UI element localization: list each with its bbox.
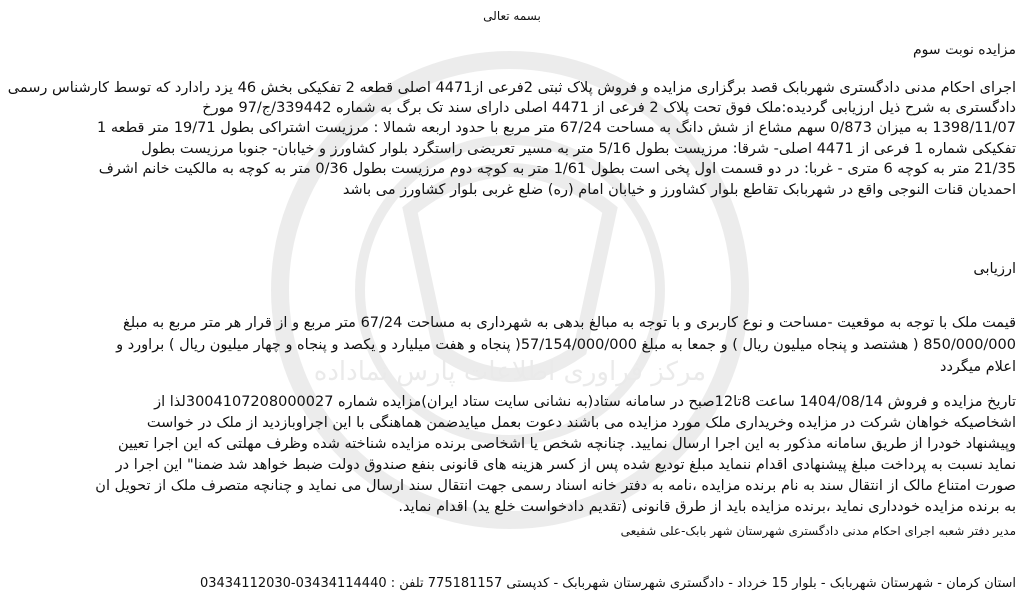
signature-line: مدیر دفتر شعبه اجرای احکام مدنی دادگستری شهرستان شهر بابک-علی شفیعی [620,524,1016,538]
intro-line-3: 1398/11/07 به میزان 0/873 سهم مشاع از شش دانگ به مساحت 67/24 متر مربع با حدود اربعه شمالا : مرزیست اشتراکی بطول 19/71 متر قطعه 1 [97,120,1016,136]
intro-line-5: 21/35 متر به کوچه 6 متری - غربا: در دو قسمت اول پخی است بطول 1/61 متر به کوچه دوم مرزیست بطول 0/36 متر به کوچه به مالکیت خانم اشرف [98,161,1016,177]
auction-line-6: به برنده مزایده خودداری نماید ،برنده مزایده باید از طرق قانونی (تقدیم دادخواست خلع ید) اقدام نماید. [398,499,1016,515]
auction-line-1: تاریخ مزایده و فروش 1404/08/14 ساعت 8تا12صبح در سامانه ستاد(به نشانی سایت ستاد ایران)مزایده شماره 3004107208000027لذا از [154,394,1016,410]
intro-line-4: تفکیکی شماره 1 فرعی از 4471 اصلی- شرقا: مرزیست بطول 5/16 متر به مسیر تعریضی راستگرد بلوار کشاورز و خیابان- جنوبا مرزیست بطول [141,141,1016,157]
intro-line-2: دادگستری به شرح ذیل ارزیابی گردیده:ملک فوق تحت پلاک 2 فرعی از 4471 اصلی دارای سند تک برگ به شماره 339442/ج/97 مورخ [202,100,1016,116]
auction-line-2: اشخاصیکه خواهان شرکت در مزایده وخریداری ملک مورد مزایده می باشند دعوت بعمل میایدضمن هماهنگی با این اجراوبازدید از ملک در خواست [146,415,1016,431]
document-title: مزایده نوبت سوم [913,42,1016,58]
valuation-line-3: اعلام میگردد [940,359,1016,375]
footer-address: استان کرمان - شهرستان شهربابک - بلوار 15 خرداد - دادگستری شهرستان شهربابک - کدپستی 775181157 تلفن : 03434114440-03434112030 [199,576,1016,591]
valuation-line-2: 850/000/000 ( هشتصد و پنجاه میلیون ریال ) و جمعا به مبلغ 57/154/000/000( پنجاه و هفت میلیارد و یکصد و پنجاه و چهار میلیون ریال ) براورد و [116,337,1016,353]
intro-line-1: اجرای احکام مدنی دادگستری شهربابک قصد برگزاری مزایده و فروش پلاک ثبتی 2فرعی از4471 اصلی قطعه 2 تفکیکی بخش 46 یزد رادارد که توسط کارشناس رسمی [7,80,1016,96]
auction-line-4: نماید نسبت به پرداخت مبلغ پیشنهادی اقدام ننماید مبلغ تودیع شده پس از کسر هزینه های قانونی بنفع صندوق دولت ضبط خواهد شد ضمنا" این اجرا در [115,457,1016,473]
valuation-line-1: قیمت ملک با توجه به موقعیت -مساحت و نوع کاربری و با توجه به مبالغ بدهی به شهرداری به مساحت 67/24 متر مربع و از قرار هر متر مربع به مبلغ [123,315,1016,331]
auction-line-5: صورت امتناع مالک از انتقال سند به نام برنده مزایده ،نامه به دفتر خانه اسناد رسمی جهت انتقال سند ارسال می نماید و چنانچه متصرف ملک از تحویل ان [95,478,1016,494]
basmala-heading: بسمه تعالی [483,9,541,23]
watermark-text: مرکز فراوری اطلاعات پارس نماداده [313,357,707,387]
auction-line-3: وپیشنهاد خودرا از طریق سامانه مذکور به این اجرا ارسال نمایید. چنانچه شخص یا اشخاصی برنده مزایده شناخته شده وظرف مهلتی که این اجرا تعیین [117,436,1016,452]
intro-line-6: احمدیان قنات النوجی واقع در شهربابک تقاطع بلوار کشاورز و خیابان امام (ره) ضلع غربی بلوار کشاورز می باشد [342,182,1016,198]
section-heading-valuation: ارزیابی [973,261,1016,277]
